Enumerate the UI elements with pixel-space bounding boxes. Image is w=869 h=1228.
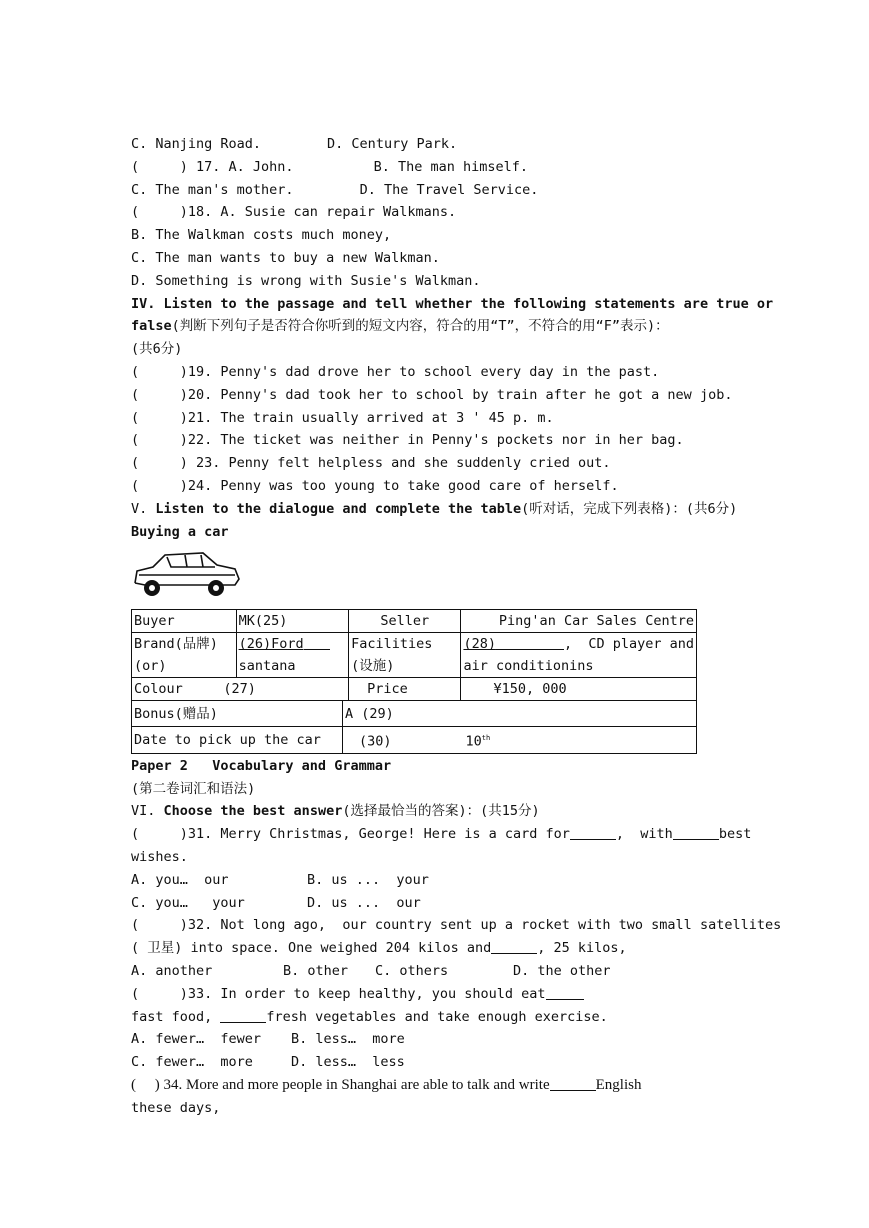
question-22: ( )22. The ticket was neither in Penny's pockets nor in her bag. — [131, 432, 684, 449]
question-31-cont: wishes. — [131, 849, 188, 866]
car-table-lower — [131, 700, 697, 754]
question-21: ( )21. The train usually arrived at 3 ' 45 p. m. — [131, 409, 554, 426]
heading-rest: (判断下列句子是否符合你听到的短文内容，符合的用“T”，不符合的用“F”表示)： — [171, 318, 669, 335]
question-text: ( )33. In order to keep healthy, you should eat — [131, 985, 546, 1002]
heading-prefix: V. — [131, 500, 156, 517]
option-c: C. fewer… more — [131, 1054, 253, 1071]
options — [131, 960, 741, 983]
question-text: English — [595, 1077, 642, 1093]
answer-blank[interactable] — [491, 939, 537, 954]
question-text: ( 卫星) into space. One weighed 204 kilos and — [131, 940, 492, 957]
answer-blank[interactable] — [570, 825, 616, 840]
option-c: C. you… your — [131, 894, 245, 911]
line: C. The man wants to buy a new Walkman. — [131, 249, 440, 266]
answer-number: (28) — [463, 636, 496, 653]
question-34 — [131, 1074, 741, 1097]
heading-rest: (听对话，完成下列表格)：(共6分) — [521, 500, 738, 517]
brand-label-line1: Brand(品牌) — [134, 636, 218, 653]
question-33 — [131, 983, 741, 1006]
option-c: C. others — [375, 963, 449, 980]
answer-blank[interactable] — [550, 1076, 596, 1091]
section-heading — [131, 315, 741, 338]
answer-number: (30) — [359, 733, 392, 750]
question-34-cont: these days, — [131, 1099, 221, 1116]
question-19: ( )19. Penny's dad drove her to school every day in the past. — [131, 363, 660, 380]
brand-value-line2: santana — [238, 658, 296, 675]
options — [131, 1028, 741, 1051]
heading-bold: Choose the best answer — [163, 803, 343, 820]
question-text: fast food, — [131, 1008, 221, 1025]
option-a: A. you… our — [131, 871, 229, 888]
heading-prefix: VI. — [131, 803, 164, 820]
question-23: ( ) 23. Penny felt helpless and she suddenly cried out. — [131, 455, 611, 472]
line: ( )18. A. Susie can repair Walkmans. — [131, 204, 457, 221]
seller-value: Ping'an Car Sales Centre — [461, 610, 697, 633]
question-text: best — [718, 826, 752, 843]
answer-blank[interactable] — [546, 985, 584, 1000]
bonus-label: Bonus(赠品) — [132, 701, 343, 727]
facilities-value-line1: , CD player and — [563, 636, 694, 653]
option-d: D. us ... our — [307, 894, 421, 911]
options — [131, 892, 741, 915]
paper-title: Paper 2 Vocabulary and Grammar — [131, 757, 392, 774]
line: B. The Walkman costs much money, — [131, 227, 392, 244]
car-illustration — [131, 543, 741, 603]
line — [131, 179, 741, 202]
option-text: C. Nanjing Road. — [131, 136, 262, 152]
question-text: ( )31. Merry Christmas, George! Here is a card for — [131, 826, 570, 843]
answer-blank[interactable] — [496, 635, 564, 650]
question-text: , with — [615, 826, 673, 843]
answer-blank[interactable] — [220, 1008, 266, 1023]
colour-cell: Colour (27) — [132, 678, 349, 701]
option-b: B. other — [283, 963, 349, 980]
line — [131, 156, 741, 179]
line: D. Something is wrong with Susie's Walkman. — [131, 272, 481, 289]
facilities-label-line2: (设施) — [351, 658, 395, 675]
facilities-label-line1: Facilities — [351, 636, 433, 653]
facilities-label — [349, 633, 461, 678]
line — [131, 133, 741, 156]
option-text: D. The Travel Service. — [359, 181, 539, 198]
question-text: ( ) 17. A. John. — [131, 158, 294, 175]
options — [131, 1051, 741, 1074]
section-heading: IV. Listen to the passage and tell whether the following statements are true or — [131, 295, 774, 312]
car-icon — [131, 543, 243, 601]
heading-bold: Listen to the dialogue and complete the table — [155, 500, 522, 517]
document-page — [131, 133, 782, 1120]
facilities-value — [461, 633, 697, 678]
question-text: fresh vegetables and take enough exercise. — [266, 1008, 608, 1025]
heading-rest: (选择最恰当的答案)：(共15分) — [342, 803, 540, 820]
option-text: D. Century Park. — [327, 136, 458, 152]
option-d: D. the other — [513, 963, 611, 980]
section-heading — [131, 498, 741, 521]
option-b: B. us ... your — [307, 871, 429, 888]
section-heading: (共6分) — [131, 341, 183, 358]
brand-value — [236, 633, 349, 678]
price-value: ¥150, 000 — [461, 678, 697, 701]
answer-blank[interactable] — [673, 825, 719, 840]
option-text: B. The man himself. — [373, 158, 528, 175]
option-b: B. less… more — [291, 1031, 405, 1048]
section-heading — [131, 800, 741, 823]
question-31 — [131, 823, 752, 846]
buyer-label: Buyer — [132, 610, 237, 633]
options — [131, 869, 741, 892]
date-number: 10 — [465, 733, 482, 750]
question-24: ( )24. Penny was too young to take good care of herself. — [131, 477, 619, 494]
answer-blank[interactable] — [304, 635, 330, 650]
question-text: ( ) 34. More and more people in Shanghai are able to talk and write — [131, 1077, 550, 1093]
question-text: , 25 kilos, — [537, 940, 627, 957]
date-suffix: th — [481, 734, 491, 743]
table-title: Buying a car — [131, 523, 229, 540]
seller-label: Seller — [349, 610, 461, 633]
question-32: ( )32. Not long ago, our country sent up a rocket with two small satellites — [131, 917, 782, 934]
brand-value-line1: (26)Ford — [238, 636, 304, 653]
brand-label — [132, 633, 237, 678]
question-33-cont — [131, 1006, 741, 1029]
price-label: Price — [349, 678, 461, 701]
question-20: ( )20. Penny's dad took her to school by train after he got a new job. — [131, 386, 733, 403]
date-value — [343, 727, 697, 754]
paper-subtitle: (第二卷词汇和语法) — [131, 780, 256, 797]
question-32-cont — [131, 937, 741, 960]
option-a: A. fewer… fewer — [131, 1031, 262, 1048]
car-table — [131, 609, 697, 701]
bonus-value: A (29) — [343, 701, 697, 727]
option-text: C. The man's mother. — [131, 181, 294, 198]
option-d: D. less… less — [291, 1054, 405, 1071]
date-label: Date to pick up the car — [132, 727, 343, 754]
facilities-value-line2: air conditionins — [463, 658, 594, 675]
heading-bold: false — [131, 318, 172, 335]
brand-label-line2: (or) — [134, 658, 167, 675]
buyer-value: MK(25) — [236, 610, 349, 633]
option-a: A. another — [131, 963, 213, 980]
